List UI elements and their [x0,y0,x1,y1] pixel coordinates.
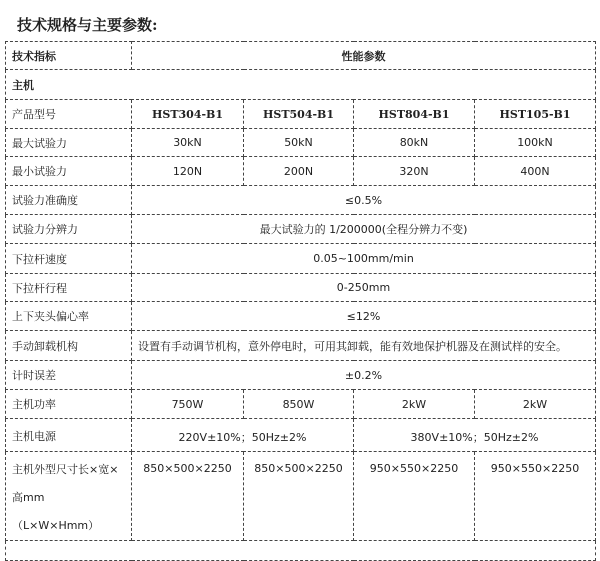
table-row [6,390,596,419]
row-label: 主机电源 [6,419,132,452]
cell [6,541,596,561]
row-label: 上下夹头偏心率 [6,302,132,331]
row-label-line: 主机外型尺寸长×宽× [12,463,119,476]
table-row [6,419,596,452]
row-label-line: 高mm（L×W×Hmm） [12,491,100,532]
table-row [6,331,596,361]
cell: 30kN [132,129,244,157]
cell: ±0.2% [132,361,596,390]
row-label: 计时误差 [6,361,132,390]
cell: HST105-B1 [475,100,596,129]
cell: 最大试验力的 1/200000(全程分辨力不变) [132,215,596,244]
header-col1: 技术指标 [6,42,132,70]
row-label: 最大试验力 [6,129,132,157]
cell: 200N [244,157,354,186]
spec-table [5,41,596,561]
row-label [6,452,132,541]
cell: 850×500×2250 [132,452,244,541]
table-row [6,100,596,129]
cell: 400N [475,157,596,186]
cell: 750W [132,390,244,419]
row-label: 最小试验力 [6,157,132,186]
cell: 2kW [354,390,475,419]
cell: 2kW [475,390,596,419]
cell: 设置有手动调节机构，意外停电时，可用其卸载，能有效地保护机器及在测试样的安全。 [132,331,596,361]
header-col2: 性能参数 [132,42,596,70]
row-label: 手动卸载机构 [6,331,132,361]
row-label: 下拉杆行程 [6,274,132,302]
cell: HST804-B1 [354,100,475,129]
header-row [6,42,596,70]
cell: HST304-B1 [132,100,244,129]
cell: 0-250mm [132,274,596,302]
row-label: 主机功率 [6,390,132,419]
table-row [6,129,596,157]
table-row [6,244,596,274]
cell: 100kN [475,129,596,157]
cell: 950×550×2250 [475,452,596,541]
cell: 850W [244,390,354,419]
cell: 80kN [354,129,475,157]
section-row [6,70,596,100]
table-row [6,302,596,331]
cell: 850×500×2250 [244,452,354,541]
cell: 50kN [244,129,354,157]
cell: HST504-B1 [244,100,354,129]
page-title: 技术规格与主要参数: [17,16,158,34]
table-row [6,361,596,390]
cell: 320N [354,157,475,186]
table-row [6,541,596,561]
section-title: 主机 [6,70,596,100]
cell: 380V±10%；50Hz±2% [354,419,596,452]
cell: 120N [132,157,244,186]
row-label: 试验力准确度 [6,186,132,215]
table-row [6,157,596,186]
cell: ≤0.5% [132,186,596,215]
table-row [6,215,596,244]
row-label: 下拉杆速度 [6,244,132,274]
table-row [6,186,596,215]
cell: 220V±10%；50Hz±2% [132,419,354,452]
cell: 0.05~100mm/min [132,244,596,274]
table-row [6,452,596,541]
cell: ≤12% [132,302,596,331]
row-label: 产品型号 [6,100,132,129]
row-label: 试验力分辨力 [6,215,132,244]
table-row [6,274,596,302]
cell: 950×550×2250 [354,452,475,541]
